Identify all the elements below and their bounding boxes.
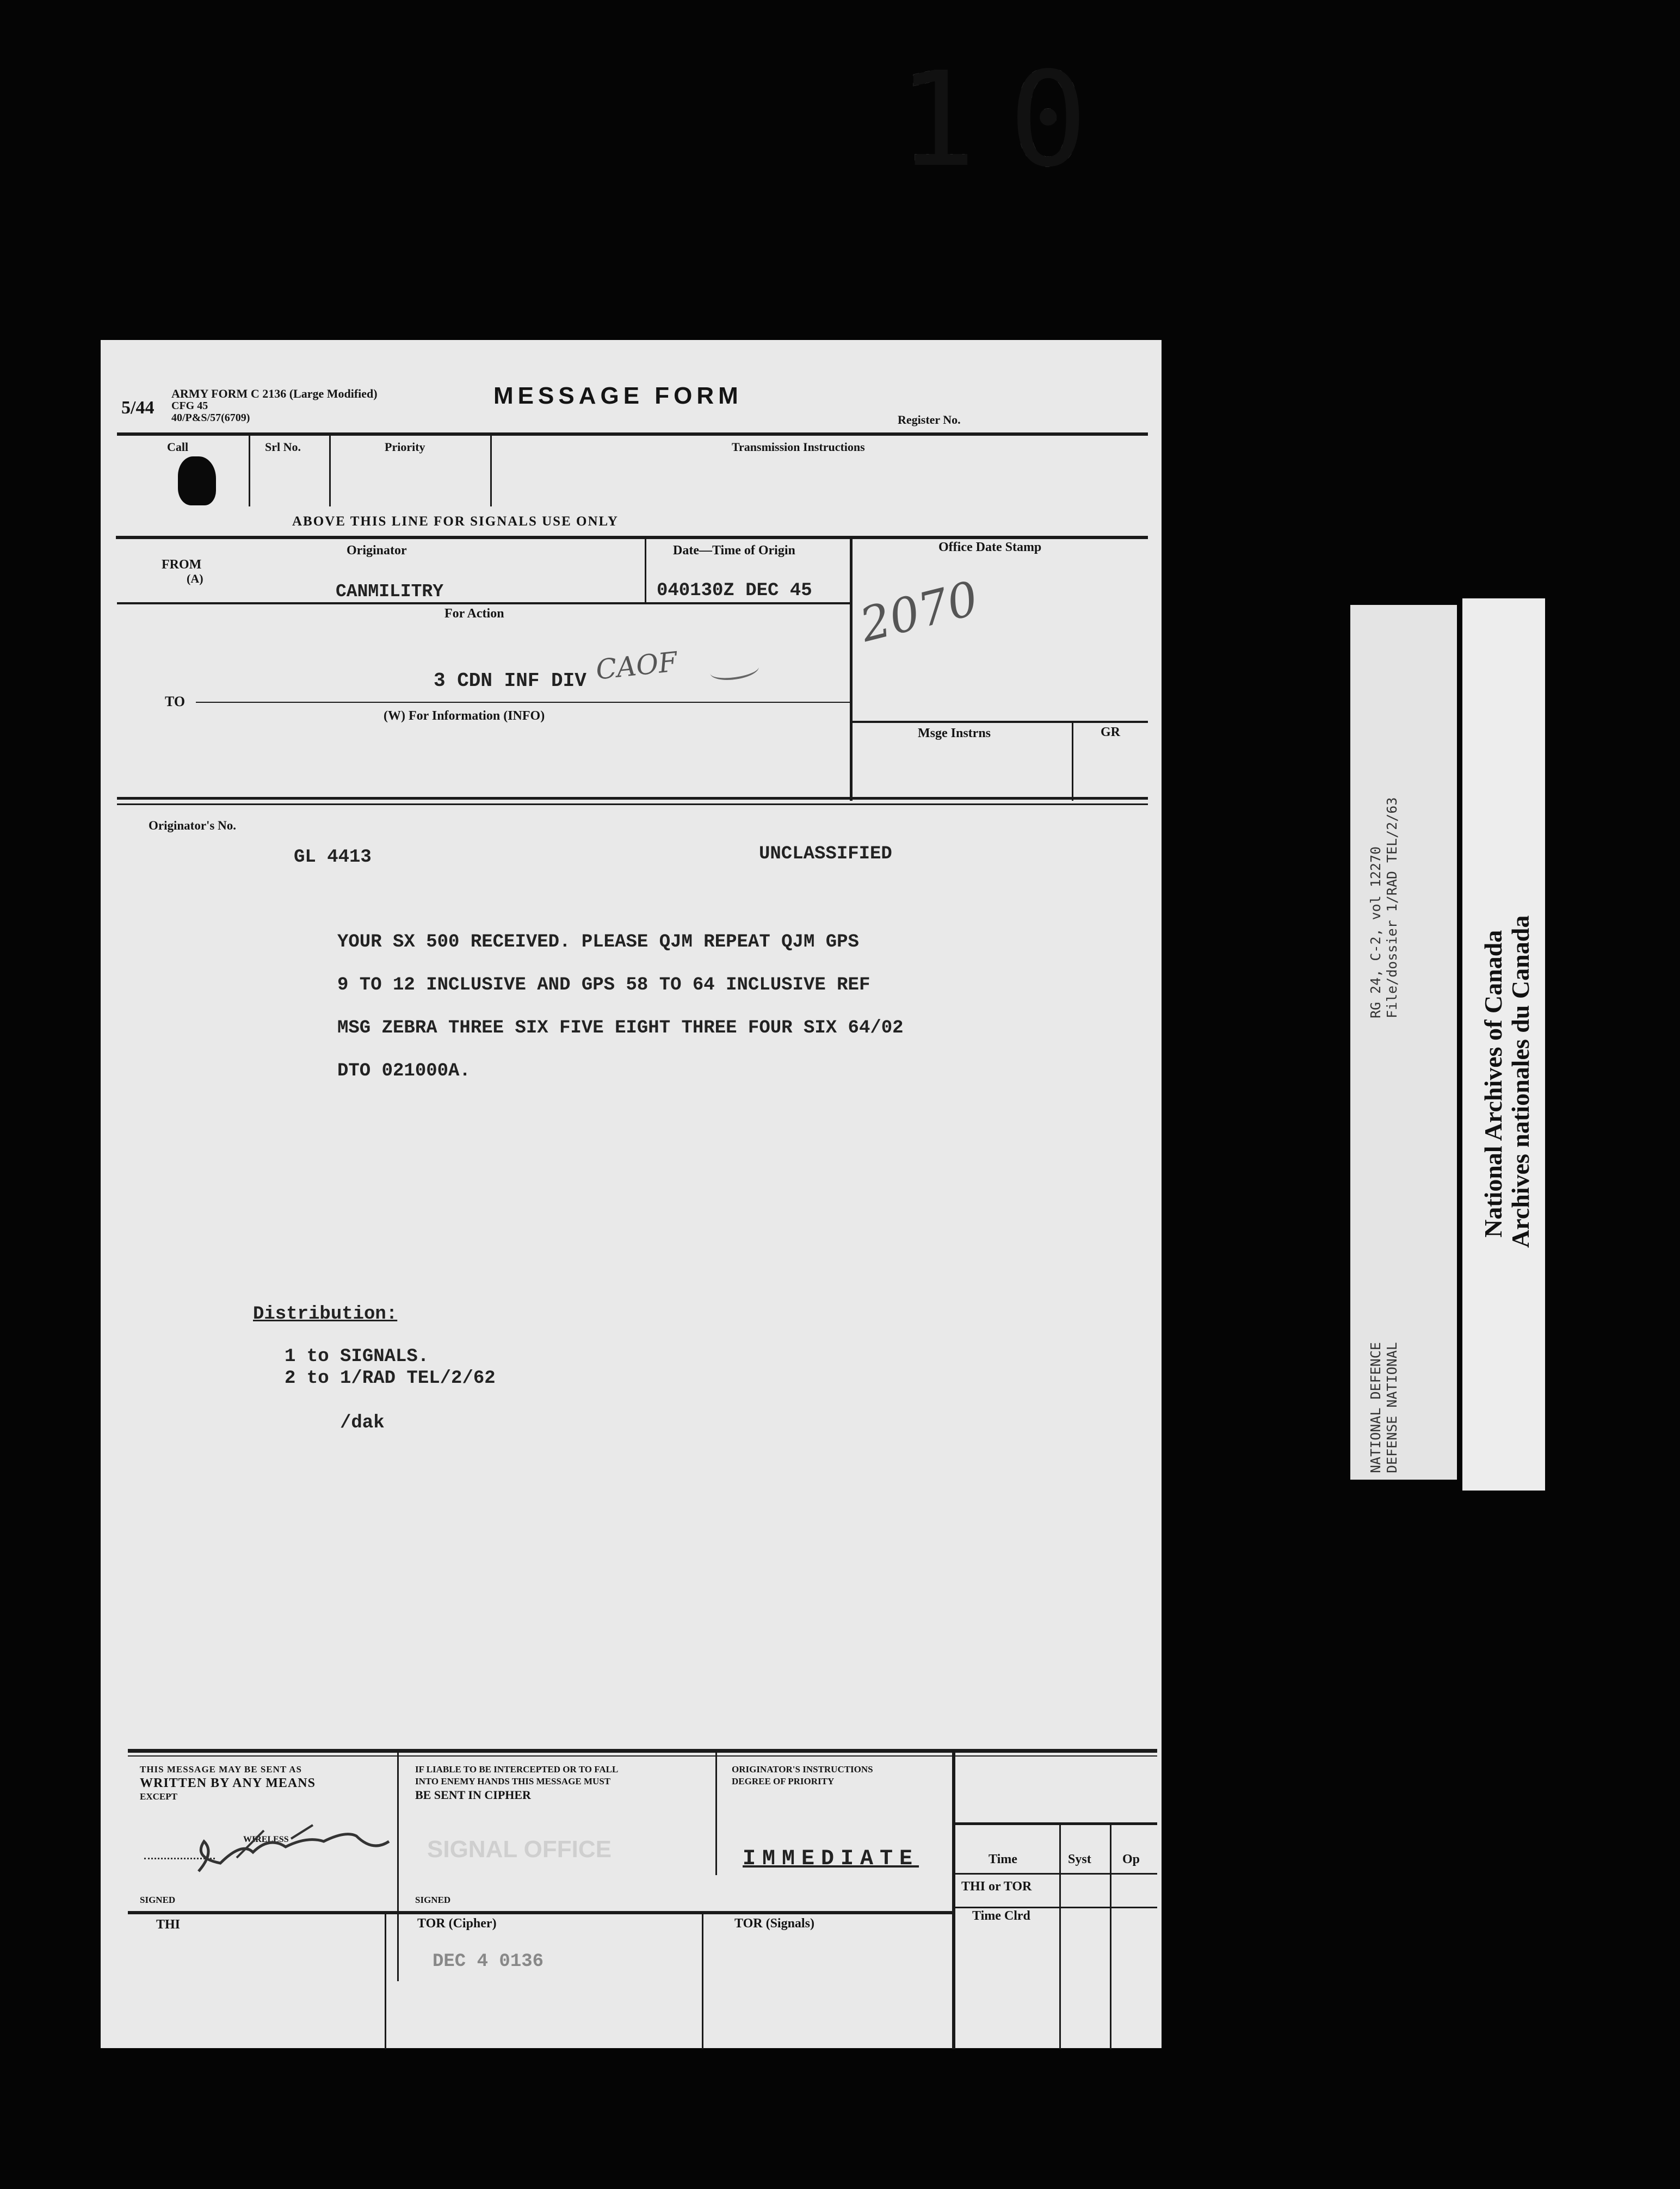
rule	[955, 1907, 1157, 1908]
archive-file-reference: File/dossier 1/RAD TEL/2/63	[1384, 797, 1400, 1018]
distribution-line: 2 to 1/RAD TEL/2/62	[285, 1368, 496, 1389]
col-divider	[249, 436, 250, 506]
handwritten-signature	[182, 1820, 411, 1885]
from-label: FROM	[162, 558, 202, 572]
signals-use-note: ABOVE THIS LINE FOR SIGNALS USE ONLY	[292, 514, 619, 529]
to-value: 3 CDN INF DIV	[434, 670, 586, 692]
date-time-origin-value: 040130Z DEC 45	[657, 580, 812, 601]
cipher-text: IF LIABLE TO BE INTERCEPTED OR TO FALL	[415, 1764, 619, 1774]
originators-instructions-label: ORIGINATOR'S INSTRUCTIONS	[732, 1764, 873, 1774]
message-line: DTO 021000A.	[337, 1061, 471, 1081]
archive-name-english: National Archives of Canada	[1479, 930, 1507, 1238]
degree-of-priority-label: DEGREE OF PRIORITY	[732, 1776, 835, 1786]
redaction-mark	[178, 456, 216, 505]
signals-rule	[116, 536, 1148, 539]
handwritten-initials	[709, 658, 760, 683]
rule	[851, 721, 1148, 723]
frame-number: 10	[898, 44, 1120, 196]
from-sub-label: (A)	[187, 572, 203, 585]
footer-top-rule	[128, 1749, 1157, 1753]
op-label: Op	[1122, 1852, 1140, 1866]
tor-signals-label: TOR (Signals)	[734, 1916, 814, 1931]
rule	[955, 1822, 1157, 1825]
signed-label: SIGNED	[415, 1895, 451, 1905]
rule	[128, 1755, 1157, 1757]
form-title: MESSAGE FORM	[493, 382, 743, 409]
transmission-instructions-label: Transmission Instructions	[732, 440, 865, 454]
signal-office-stamp: SIGNAL OFFICE	[427, 1836, 612, 1863]
message-line: MSG ZEBRA THREE SIX FIVE EIGHT THREE FOUR SIX 64/02	[337, 1018, 904, 1038]
message-line: YOUR SX 500 RECEIVED. PLEASE QJM REPEAT QJM GPS	[337, 932, 859, 953]
gr-label: GR	[1101, 725, 1120, 739]
rule	[117, 797, 1148, 800]
header-rule	[117, 432, 1148, 436]
thi-label: THI	[156, 1918, 181, 1932]
to-label: TO	[165, 694, 186, 709]
col-divider	[329, 436, 331, 506]
originators-no-value: GL 4413	[294, 847, 372, 868]
tor-cipher-stamp: DEC 4 0136	[433, 1951, 544, 1972]
message-line: 9 TO 12 INCLUSIVE AND GPS 58 TO 64 INCLUSIVE REF	[337, 975, 870, 995]
time-clrd-label: Time Clrd	[972, 1909, 1030, 1923]
archive-reference-strip	[1350, 605, 1457, 1480]
cfg-code: CFG 45	[171, 400, 208, 412]
col-divider	[385, 1913, 386, 2049]
date-time-origin-label: Date—Time of Origin	[673, 543, 795, 558]
col-divider	[397, 1753, 399, 1981]
wireless-label: WIRELESS	[243, 1835, 289, 1844]
classification: UNCLASSIFIED	[759, 844, 892, 864]
archive-name-strip	[1462, 598, 1545, 1491]
rule	[117, 803, 1148, 805]
footer-right-box-left	[952, 1753, 955, 2049]
col-divider	[1072, 722, 1073, 801]
rule	[117, 602, 851, 604]
rule	[128, 1911, 954, 1914]
distribution-label: Distribution:	[253, 1304, 398, 1325]
archive-reference: RG 24, C-2, vol 12270	[1368, 846, 1383, 1018]
department-name: NATIONAL DEFENCE	[1368, 1342, 1383, 1473]
col-divider	[1110, 1825, 1111, 2049]
time-label: Time	[989, 1852, 1017, 1866]
col-divider	[702, 1913, 703, 2049]
handwritten-stamp-number: 2070	[855, 571, 984, 653]
tor-cipher-label: TOR (Cipher)	[417, 1916, 497, 1931]
print-reference: 40/P&S/57(6709)	[171, 412, 250, 424]
office-date-stamp-label: Office Date Stamp	[938, 540, 1042, 554]
to-rule	[196, 702, 850, 703]
thi-or-tor-label: THI or TOR	[961, 1879, 1032, 1894]
originator-value: CANMILITRY	[336, 582, 444, 602]
rule	[955, 1873, 1157, 1875]
col-divider	[1059, 1825, 1061, 2049]
originators-no-label: Originator's No.	[149, 819, 236, 832]
send-as-written-text: THIS MESSAGE MAY BE SENT AS	[140, 1764, 302, 1774]
department-name: DEFENSE NATIONAL	[1384, 1342, 1400, 1473]
srl-no-label: Srl No.	[265, 440, 301, 454]
info-label: (W) For Information (INFO)	[384, 709, 545, 723]
cipher-text: BE SENT IN CIPHER	[415, 1788, 531, 1802]
archive-name-french: Archives nationales du Canada	[1506, 915, 1534, 1248]
form-code: 5/44	[121, 398, 155, 418]
call-label: Call	[167, 440, 189, 454]
originator-label: Originator	[347, 543, 407, 558]
msge-instrns-label: Msge Instrns	[918, 726, 991, 740]
priority-value: IMMEDIATE	[743, 1847, 919, 1871]
register-no-label: Register No.	[898, 413, 961, 426]
handwritten-to-note: CAOF	[594, 646, 679, 686]
signed-label: SIGNED	[140, 1895, 176, 1905]
send-as-written-text: EXCEPT	[140, 1791, 177, 1802]
col-divider	[490, 436, 492, 506]
cipher-text: INTO ENEMY HANDS THIS MESSAGE MUST	[415, 1776, 611, 1786]
col-divider	[715, 1753, 717, 1875]
army-form-number: ARMY FORM C 2136 (Large Modified)	[171, 387, 378, 400]
col-divider	[645, 537, 646, 603]
distribution-line: 1 to SIGNALS.	[285, 1346, 429, 1367]
originator-initials: /dak	[340, 1413, 385, 1433]
priority-label: Priority	[385, 440, 425, 454]
stamp-box-left	[850, 537, 853, 801]
send-as-written-text: WRITTEN BY ANY MEANS	[140, 1776, 316, 1790]
syst-label: Syst	[1068, 1852, 1091, 1866]
for-action-label: For Action	[444, 607, 504, 621]
message-form-sheet	[101, 340, 1162, 2048]
